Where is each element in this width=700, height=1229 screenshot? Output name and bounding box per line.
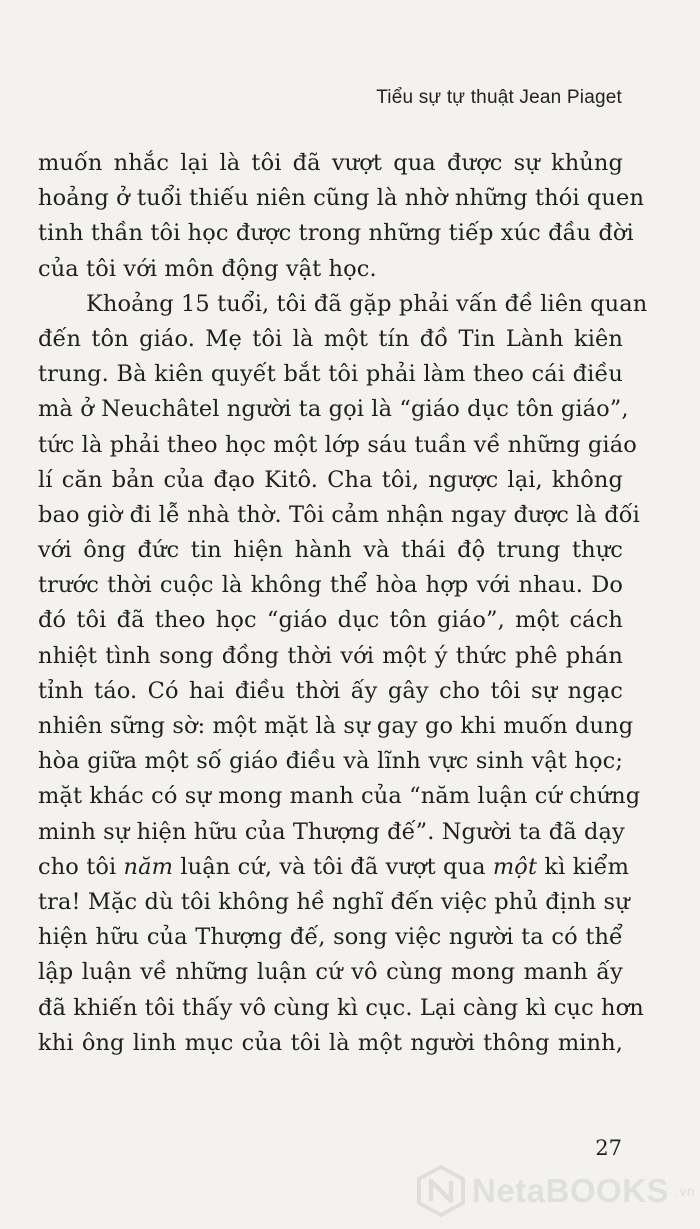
text-line: lí căn bản của đạo Kitô. Cha tôi, ngược lại, không bbox=[38, 466, 623, 493]
text-line: bao giờ đi lễ nhà thờ. Tôi cảm nhận ngay được là đối bbox=[38, 501, 640, 528]
text-line: lập luận về những luận cứ vô cùng mong manh ấy bbox=[38, 959, 623, 986]
text-line-with-emphasis bbox=[38, 850, 630, 885]
page-number: 27 bbox=[595, 1136, 622, 1160]
text-line: hoảng ở tuổi thiếu niên cũng là nhờ những thói quen bbox=[38, 185, 645, 212]
text-line: minh sự hiện hữu của Thượng đế”. Người ta đã dạy bbox=[38, 818, 625, 845]
text-line: đến tôn giáo. Mẹ tôi là một tín đồ Tin Lành kiên bbox=[38, 325, 623, 352]
text-line: hòa giữa một số giáo điều và lĩnh vực sinh vật học; bbox=[38, 748, 623, 775]
text-line: mặt khác có sự mong manh của “năm luận cứ chứng bbox=[38, 783, 641, 810]
text-segment: cho tôi bbox=[38, 853, 124, 880]
text-line: đó tôi đã theo học “giáo dục tôn giáo”, một cách bbox=[38, 607, 623, 634]
text-line: tra! Mặc dù tôi không hề nghĩ đến việc phủ định sự bbox=[38, 888, 630, 915]
text-line: khi ông linh mục của tôi là một người thông minh, bbox=[38, 1029, 623, 1056]
emphasis-text: năm bbox=[123, 853, 174, 880]
text-line: nhiên sững sờ: một mặt là sự gay go khi muốn dung bbox=[38, 713, 634, 739]
text-segment: kì kiểm bbox=[537, 853, 630, 880]
text-line: nhiệt tình song đồng thời với một ý thức phê phán bbox=[38, 642, 623, 669]
text-line: tức là phải theo học một lớp sáu tuần về những giáo bbox=[38, 431, 637, 458]
text-line: Khoảng 15 tuổi, tôi đã gặp phải vấn đề liên quan bbox=[86, 290, 648, 317]
text-line: trung. Bà kiên quyết bắt tôi phải làm theo cái điều bbox=[38, 361, 623, 388]
text-line: đã khiến tôi thấy vô cùng kì cục. Lại càng kì cục hơn bbox=[38, 994, 644, 1021]
text-line: với ông đức tin hiện hành và thái độ trung thực bbox=[38, 537, 623, 564]
watermark-brand: NetaBOOKS bbox=[472, 1172, 670, 1209]
text-line: tỉnh táo. Có hai điều thời ấy gây cho tôi sự ngạc bbox=[38, 677, 623, 704]
watermark bbox=[416, 1163, 696, 1219]
text-segment: luận cứ, và tôi đã vượt qua bbox=[173, 853, 493, 880]
text-line: của tôi với môn động vật học. bbox=[38, 255, 377, 282]
text-line: mà ở Neuchâtel người ta gọi là “giáo dục tôn giáo”, bbox=[38, 396, 629, 423]
netabooks-logo-icon bbox=[416, 1165, 466, 1217]
watermark-suffix: .vn bbox=[675, 1183, 696, 1199]
body-text bbox=[38, 146, 648, 1061]
running-header: Tiểu sự tự thuật Jean Piaget bbox=[376, 87, 622, 108]
emphasis-text: một bbox=[492, 853, 538, 880]
text-line: muốn nhắc lại là tôi đã vượt qua được sự khủng bbox=[38, 150, 623, 176]
text-line: tinh thần tôi học được trong những tiếp xúc đầu đời bbox=[38, 220, 634, 247]
text-line: trước thời cuộc là không thể hòa hợp với nhau. Do bbox=[38, 572, 623, 599]
text-line: hiện hữu của Thượng đế, song việc người ta có thể bbox=[38, 924, 623, 951]
